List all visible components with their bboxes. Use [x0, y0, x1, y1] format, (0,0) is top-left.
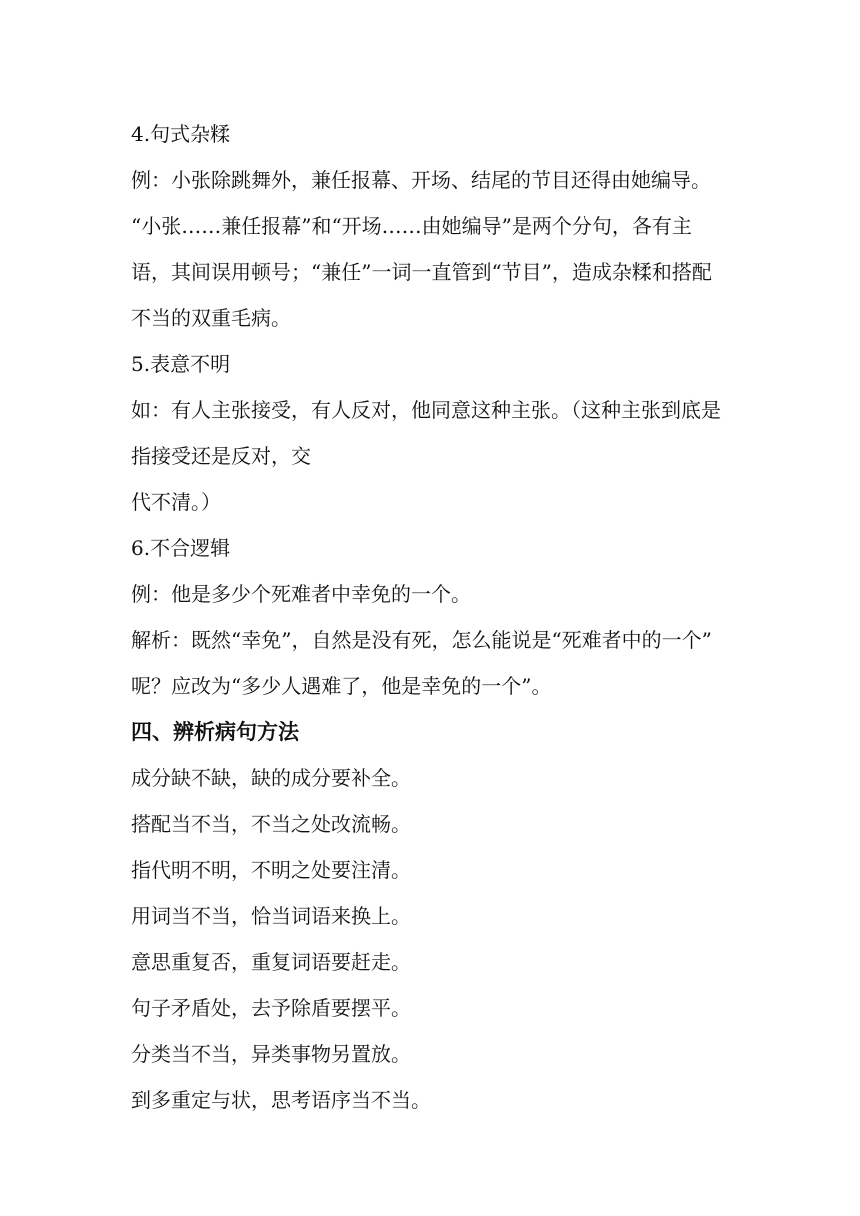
- section-5-example-line-1: 如：有人主张接受，有人反对，他同意这种主张。（这种主张到底是: [131, 398, 721, 422]
- section-6-example: 例：他是多少个死难者中幸免的一个。: [131, 582, 471, 606]
- method-line: 分类当不当，异类事物另置放。: [131, 1042, 411, 1066]
- section-4-analysis-line-3: 不当的双重毛病。: [131, 306, 291, 330]
- section-6-title: 6.不合逻辑: [131, 536, 231, 560]
- section-5-example-line-3: 代不清。）: [131, 490, 221, 514]
- section-4-example: 例：小张除跳舞外，兼任报幕、开场、结尾的节目还得由她编导。: [131, 168, 711, 192]
- method-line: 句子矛盾处，去予除盾要摆平。: [131, 996, 411, 1020]
- section-4-title: 4.句式杂糅: [131, 122, 231, 146]
- section-4-analysis-line-2: 语，其间误用顿号；“兼任”一词一直管到“节目”，造成杂糅和搭配: [131, 260, 712, 284]
- section-6-analysis-line-1: 解析：既然“幸免”，自然是没有死，怎么能说是“死难者中的一个”: [131, 628, 712, 652]
- section-5-title: 5.表意不明: [131, 352, 231, 376]
- method-line: 意思重复否，重复词语要赶走。: [131, 950, 411, 974]
- method-line: 指代明不明，不明之处要注清。: [131, 858, 411, 882]
- method-line: 到多重定与状，思考语序当不当。: [131, 1088, 431, 1112]
- heading-method: 四、辨析病句方法: [131, 720, 299, 744]
- method-line: 成分缺不缺，缺的成分要补全。: [131, 766, 411, 790]
- method-line: 搭配当不当，不当之处改流畅。: [131, 812, 411, 836]
- document-body: [131, 111, 733, 1123]
- section-5-example-line-2: 指接受还是反对，交: [131, 444, 311, 468]
- method-line: 用词当不当，恰当词语来换上。: [131, 904, 411, 928]
- section-4-analysis-line-1: “小张……兼任报幕”和“开场……由她编导”是两个分句，各有主: [131, 214, 692, 238]
- section-6-analysis-line-2: 呢？应改为“多少人遇难了，他是幸免的一个”。: [131, 674, 552, 698]
